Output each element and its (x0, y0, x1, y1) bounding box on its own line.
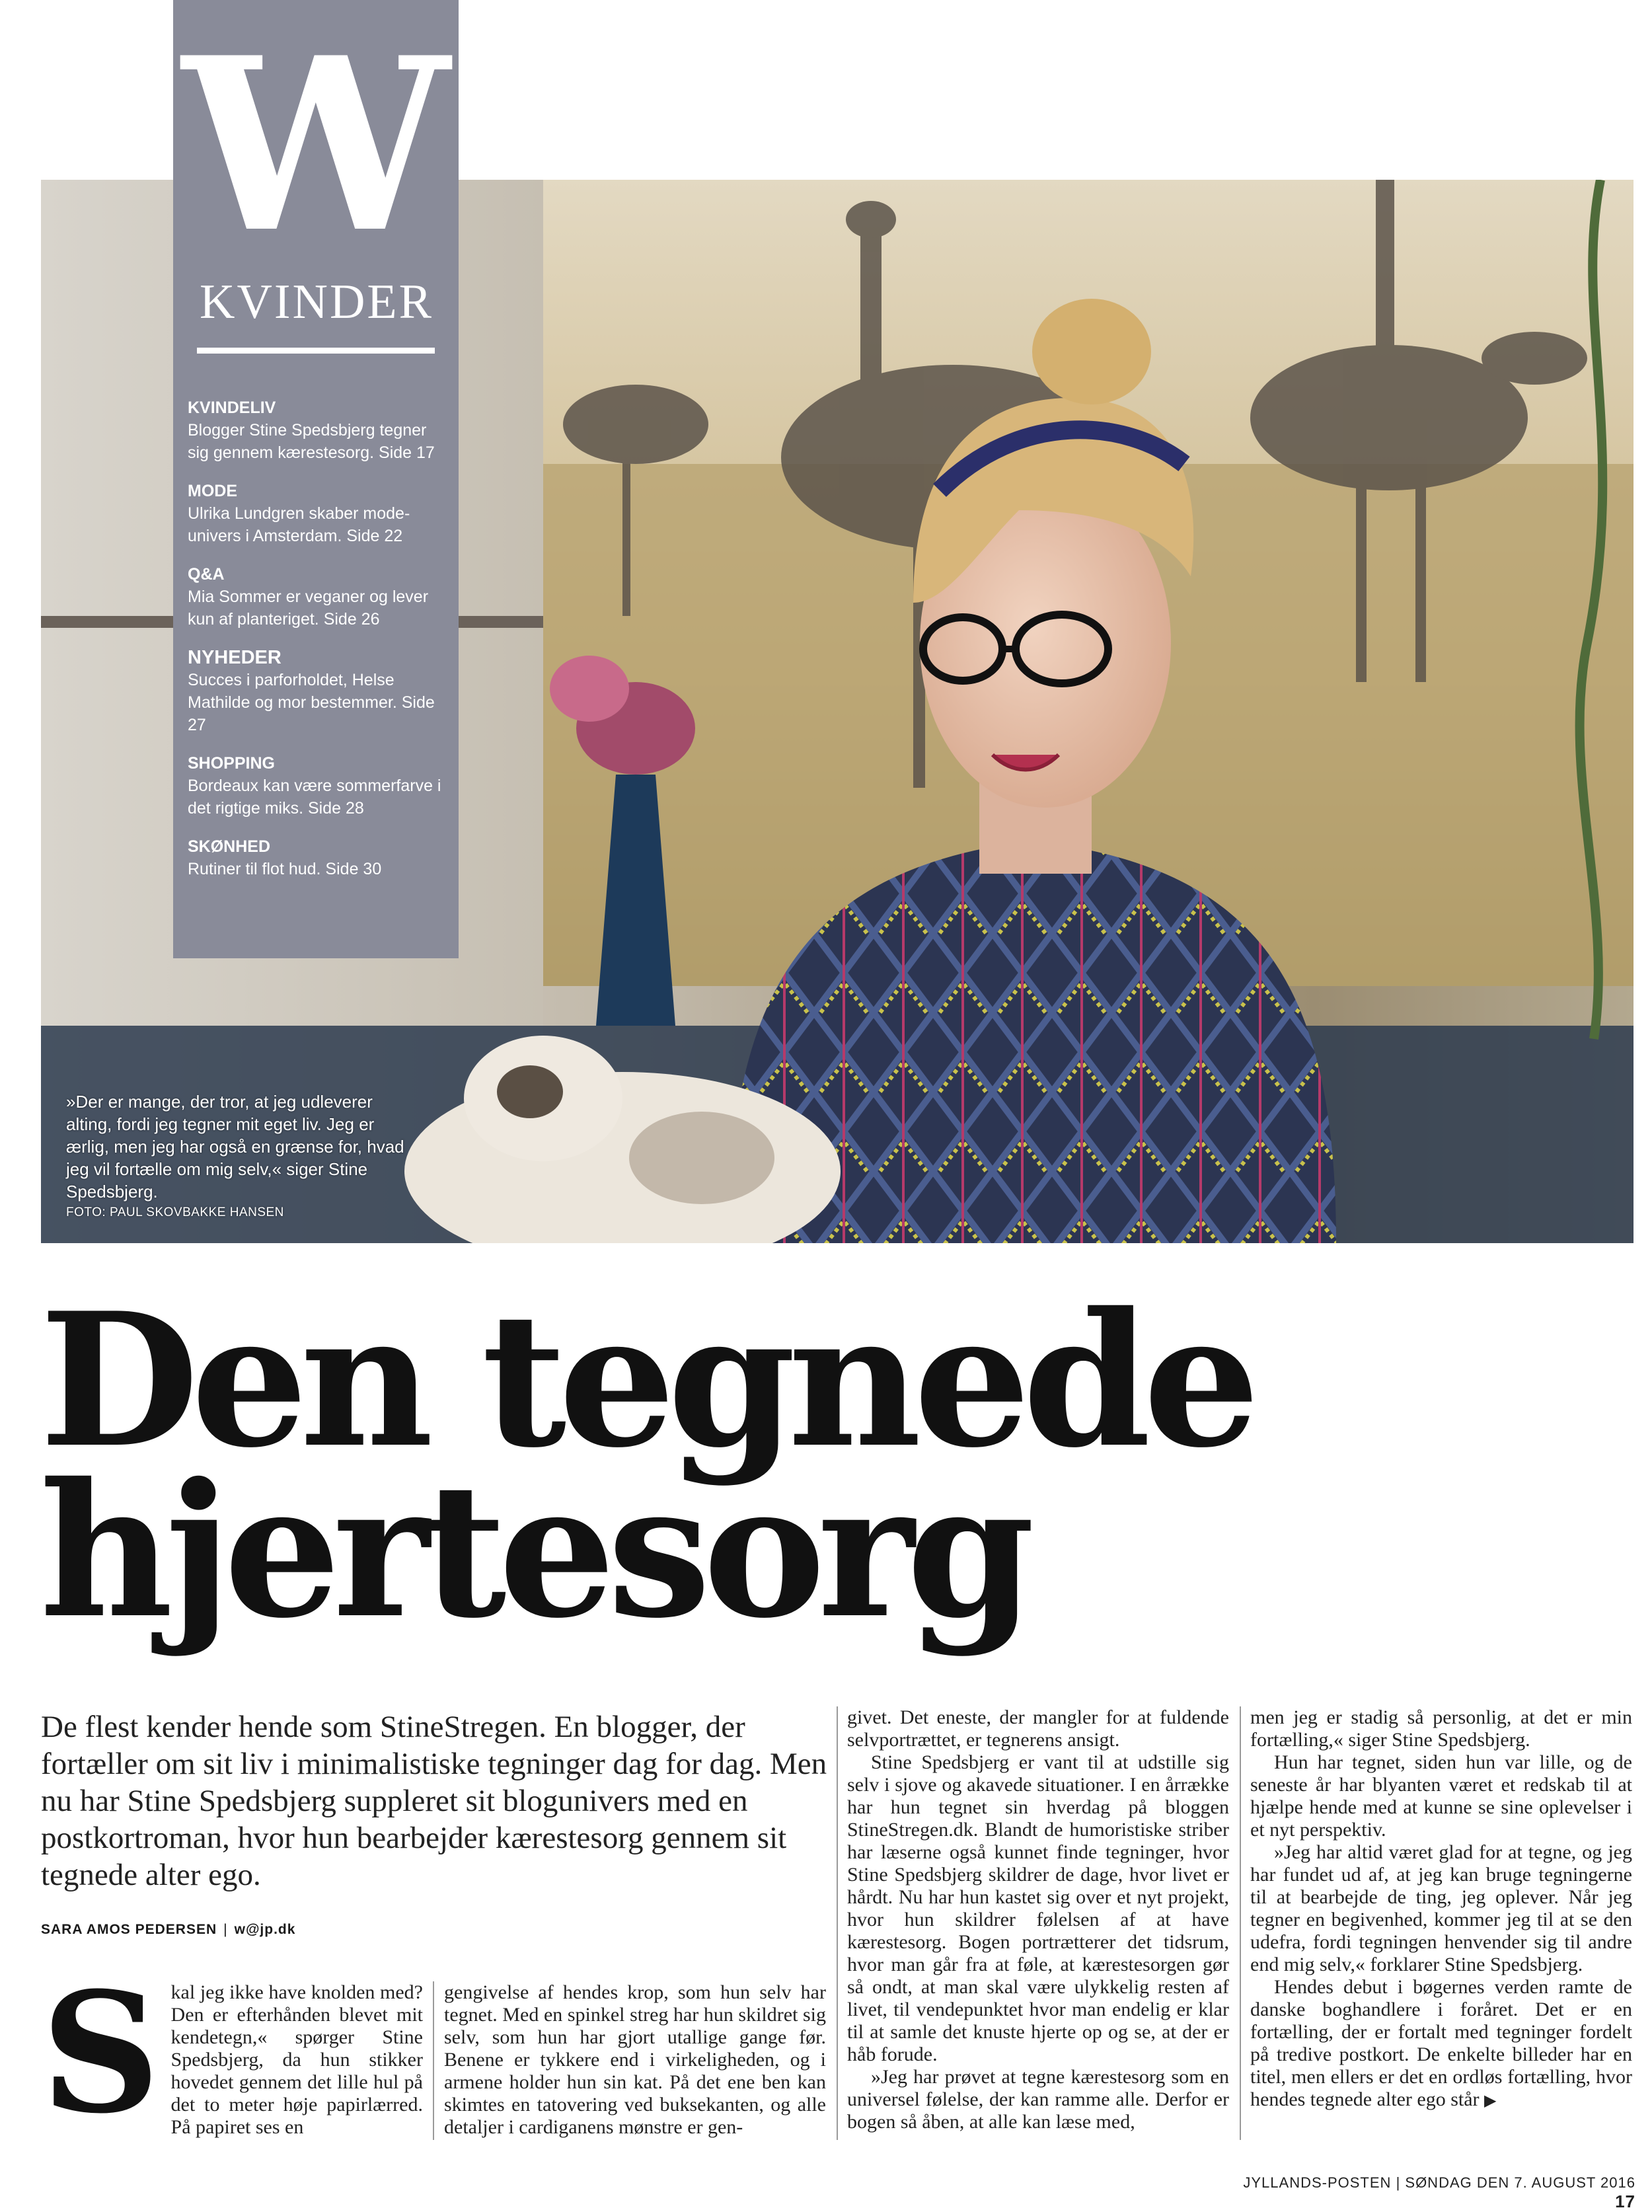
issue-date: SØNDAG DEN 7. AUGUST 2016 (1405, 2174, 1635, 2191)
byline-separator: | (223, 1922, 228, 1937)
body-column-2 (444, 1981, 826, 2139)
body-paragraph: men jeg er stadig så personlig, at det er min fortælling,« siger Stine Spedsbjerg. (1250, 1706, 1632, 1751)
section-logo-letter: W (182, 5, 450, 285)
body-paragraph: kal jeg ikke have knolden med? Den er efterhånden blevet mit kendetegn,« spørger Stine Spedsbjerg, da hun stikker hovedet gennem det lille hul på det to meter høje papirlærred. På papiret ses en (170, 1981, 423, 2138)
toc-text: Mia Sommer er veganer og lever kun af planteriget. Side 26 (188, 588, 429, 629)
body-paragraph (1250, 1976, 1632, 2112)
hair-bun (1032, 299, 1151, 404)
body-paragraph: Stine Spedsbjerg er vant til at udstille sig selv i sjove og akavede situationer. I en årrække har hun tegnet sin hverdag på bloggen StineStregen.dk. Blandt de humoristiske striber har læserne også kunnet finde tegninger, hvor Stine Spedsbjerg skildrer de dage, hvor livet er hårdt. Nu har hun kastet sig over et nyt projekt, hvor hun skildrer følelsen af at have kærestesorg. Bogen portrætterer det tidsrum, hvor man går fra at føle, at kærestesorgen gør så ondt, at man skal være ulykkelig resten af livet, til vendepunktet hvor man endelig er klar til at samle det knuste hjerte op og se, at der er håb forude. (847, 1751, 1229, 2065)
byline (41, 1922, 295, 1938)
photo-caption (66, 1090, 410, 1223)
toc-category: KVINDELIV (188, 399, 276, 417)
toc-category: NYHEDER (188, 647, 282, 668)
author-email[interactable]: w@jp.dk (234, 1922, 296, 1937)
toc-text: Ulrika Lundgren skaber mode-univers i Amsterdam. Side 22 (188, 504, 410, 545)
toc-text: Rutiner til flot hud. Side 30 (188, 860, 382, 878)
toc-entry[interactable] (188, 563, 445, 630)
body-paragraph-text: Hendes debut i bøgernes verden ramte de danske boghandlere i foråret. Det er en fortælling, der er fortalt med tegninger fordelt på tredive postkort. De enkelte billeder har en titel, men ellers er det en ordløs fortælling, hvor hendes tegnede alter ego står (1250, 1976, 1632, 2110)
toc-category: MODE (188, 482, 237, 500)
column-divider (1240, 1706, 1241, 2140)
body-paragraph: Hun har tegnet, siden hun var lille, og de seneste år har blyanten været et redskab til at hjælpe hende med at kunne se sine oplevelser i et nyt perspektiv. (1250, 1751, 1632, 1841)
section-rule (197, 348, 435, 354)
toc-entry[interactable] (188, 752, 445, 820)
section-name: KVINDER (200, 275, 433, 329)
footer-separator: | (1396, 2174, 1406, 2191)
body-paragraph: gengivelse af hendes krop, som hun selv har tegnet. Med en spinkel streg har hun skildret sig selv, som hun har gjort utallige gange før. Benene er tykkere end i virkeligheden, og i armene holder hun sin kat. På det ene ben kan skimtes en tatovering ved buksekanten, og alle detaljer i cardiganens mønstre er gen- (444, 1981, 826, 2138)
body-paragraph: »Jeg har altid været glad for at tegne, og jeg har fundet ud af, at jeg kan bruge tegningerne til at bearbejde de ting, jeg oplever. Når jeg tegner en begivenhed, kommer jeg til at se den udefra, fordi tegningen henvender sig til andre end mig selv,« forklarer Stine Spedsbjerg. (1250, 1841, 1632, 1975)
section-panel (173, 0, 459, 958)
toc-entry[interactable] (188, 397, 445, 464)
newspaper-name: JYLLANDS-POSTEN (1243, 2174, 1392, 2191)
body-paragraph: givet. Det eneste, der mangler for at fuldende selvportrættet, er tegnerens ansigt. (847, 1706, 1229, 1751)
toc-entry[interactable] (188, 835, 445, 880)
toc-text: Succes i parforholdet, Helse Mathilde og mor bestemmer. Side 27 (188, 671, 435, 734)
article-deck: De flest kender hende som StineStregen. En blogger, der fortæller om sit liv i minimalistiske tegninger dag for dag. Men nu har Stine Spedsbjerg suppleret sit blogunivers med en postkortroman, hvor hun bearbejder kærestesorg gennem sit tegnede alter ego. (41, 1710, 827, 1892)
toc-entry[interactable] (188, 646, 445, 736)
toc-category: SHOPPING (188, 754, 275, 773)
toc-category: SKØNHED (188, 837, 271, 856)
body-column-3 (847, 1706, 1229, 2133)
body-column-1 (41, 1956, 423, 2150)
body-column-4 (1250, 1706, 1632, 2112)
page-number: 17 (1615, 2192, 1635, 2211)
photo-credit: FOTO: PAUL SKOVBAKKE HANSEN (66, 1205, 284, 1219)
toc-category: Q&A (188, 565, 225, 584)
drop-cap: S (41, 1956, 161, 2150)
column-divider (837, 1706, 838, 2140)
caption-text: »Der er mange, der tror, at jeg udleverer alting, fordi jeg tegner mit eget liv. Jeg er ærlig, men jeg har også en grænse for, hvad jeg vil fortælle om mig selv,« siger Stine Spedsbjerg. (66, 1092, 404, 1201)
headline-line-2: hjertesorg (40, 1443, 1028, 1659)
headline (40, 1272, 1612, 1659)
column-divider (433, 1981, 434, 2140)
toc-text: Blogger Stine Spedsbjerg tegner sig gennem kærestesorg. Side 17 (188, 421, 435, 462)
toc-text: Bordeaux kan være sommerfarve i det rigtige miks. Side 28 (188, 777, 441, 818)
body-paragraph: »Jeg har prøvet at tegne kærestesorg som en universel følelse, der kan ramme alle. Derfor er bogen så åben, at alle kan læse med, (847, 2066, 1229, 2133)
author-name: SARA AMOS PEDERSEN (41, 1922, 217, 1937)
table-of-contents (188, 397, 445, 896)
toc-entry[interactable] (188, 480, 445, 547)
page-footer (1239, 2174, 1635, 2212)
continue-arrow-icon[interactable]: ▶ (1484, 2091, 1497, 2110)
headline-line-1: Den tegnede (40, 1272, 1252, 1488)
